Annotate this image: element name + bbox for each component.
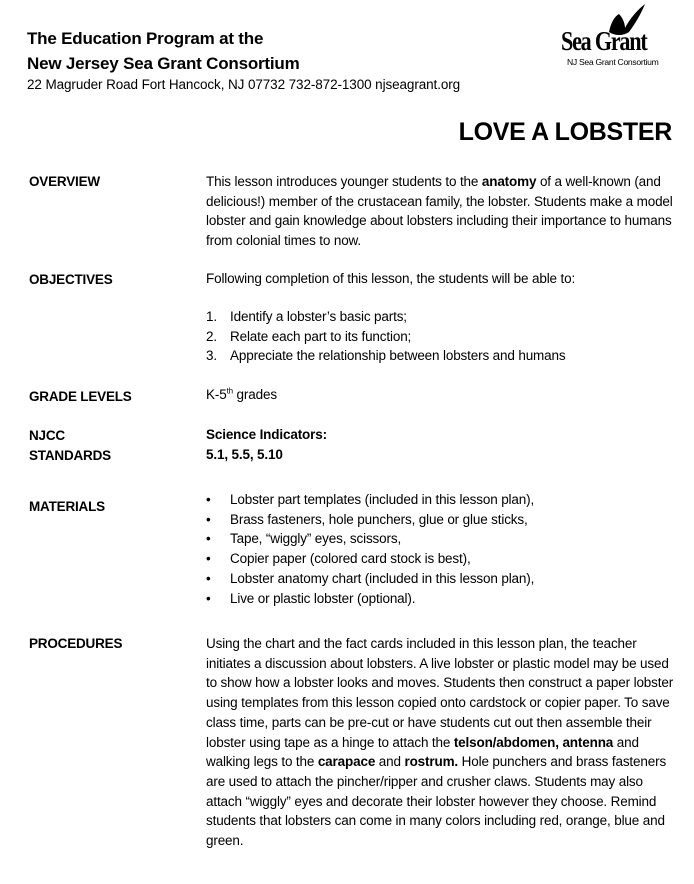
logo-subtext: NJ Sea Grant Consortium <box>567 57 659 67</box>
anatomy-term: anatomy <box>481 174 537 189</box>
objective-item: 2. Relate each part to its function; <box>206 328 412 344</box>
materials-list <box>206 490 676 608</box>
materials-label: MATERIALS <box>29 499 105 514</box>
header-org-name <box>27 26 300 76</box>
material-item: • Live or plastic lobster (optional). <box>206 590 416 606</box>
grade-levels-value: K-5th grades <box>206 386 277 402</box>
logo-text: Sea Grant <box>561 26 647 56</box>
objective-item: 3. Appreciate the relationship between lobsters and humans <box>206 348 566 364</box>
standards-indicators: 5.1, 5.5, 5.10 <box>206 446 283 462</box>
overview-text: This lesson introduces younger students to the anatomy of a well-known (and delicious!) member of the crustacean family, the lobster. Students make a model lobster and gain knowledge about lobsters including their importance to humans from colonial times to now. <box>206 174 673 249</box>
objectives-list <box>206 307 676 366</box>
objective-item: 1. Identify a lobster’s basic parts; <box>206 309 407 324</box>
material-item: • Lobster part templates (included in this lesson plan), <box>206 492 535 507</box>
header-address: 22 Magruder Road Fort Hancock, NJ 07732 732-872-1300 njseagrant.org <box>27 77 461 92</box>
page-title: LOVE A LOBSTER <box>458 118 672 146</box>
material-item: • Lobster anatomy chart (included in this lesson plan), <box>206 570 535 586</box>
org-line-2: New Jersey Sea Grant Consortium <box>27 54 300 73</box>
procedures-label: PROCEDURES <box>29 636 123 651</box>
material-item: • Copier paper (colored card stock is best), <box>206 551 471 567</box>
objectives-label: OBJECTIVES <box>29 272 113 287</box>
grade-levels-label: GRADE LEVELS <box>29 389 132 404</box>
org-line-1: The Education Program at the <box>27 29 264 48</box>
material-item: • Tape, “wiggly” eyes, scissors, <box>206 531 402 547</box>
sea-grant-logo <box>553 2 673 68</box>
standards-heading: Science Indicators: <box>206 427 327 442</box>
procedures-text: Using the chart and the fact cards included in this lesson plan, the teacher initiates a discussion about lobsters. A live lobster or plastic model may be used to show how a lobster looks and moves. Students then construct a paper lobster using templates from this lesson copied onto cardstock or copier paper. To save class time, parts can be pre-cut or have students cut out then assemble their lobster using tape as a hinge to attach the telson/abdomen, antenna and walking legs to the carapace and rostrum. Hole punchers and brass fasteners are used to attach the pincher/ripper and crusher claws. Students may also attach “wiggly” eyes and decorate their lobster however they choose. Remind students that lobsters can come in many colors including red, orange, blue and green. <box>206 636 674 849</box>
overview-label: OVERVIEW <box>29 174 100 189</box>
objectives-intro: Following completion of this lesson, the students will be able to: <box>206 271 576 286</box>
material-item: • Brass fasteners, hole punchers, glue or glue sticks, <box>206 511 528 527</box>
standards-value <box>206 425 676 464</box>
standards-label: NJCC STANDARDS <box>29 428 111 463</box>
